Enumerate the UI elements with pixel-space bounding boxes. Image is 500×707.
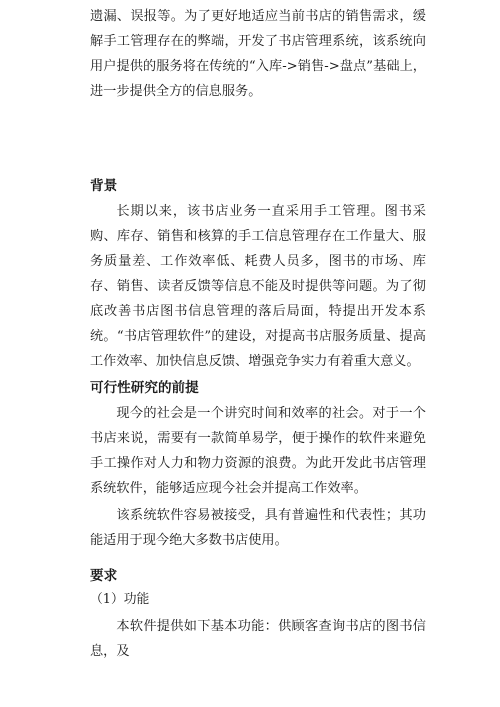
function-subheading: （1）功能 (90, 592, 150, 607)
feasibility-heading: 可行性研究的前提 (90, 380, 199, 396)
intro-block (90, 4, 426, 104)
function-paragraph: 本软件提供如下基本功能：供顾客查询书店的图书信息，及 (90, 619, 426, 659)
background-paragraph: 长期以来，该书店业务一直采用手工管理。图书采购、库存、销售和核算的手工信息管理存在工作量大、服务质量差、工作效率低、耗费人员多，图书的市场、库存、销售、读者反馈等信息不能及时提供等问题。为了彻底改善书店图书信息管理的落后局面，特提出开发本系统。“书店管理软件”的建设，对提高书店服务质量、提高工作效率、加快信息反馈、增强竞争实力有着重大意义。 (90, 204, 426, 369)
requirements-section (90, 564, 426, 588)
feasibility-paragraph-2: 该系统软件容易被接受，具有普遍性和代表性；其功能适用于现今绝大多数书店使用。 (90, 508, 426, 548)
function-body (90, 614, 426, 664)
function-subsection (90, 589, 426, 611)
background-heading: 背景 (90, 178, 118, 194)
background-body (90, 199, 426, 374)
feasibility-paragraph-1: 现今的社会是一个讲究时间和效率的社会。对于一个书店来说，需要有一款简单易学，便于操作的软件来避免手工操作对人力和物力资源的浪费。为此开发此书店管理系统软件，能够适应现今社会并提高工作效率。 (90, 406, 426, 496)
intro-paragraph: 遗漏、误报等。为了更好地适应当前书店的销售需求，缓解手工管理存在的弊端，开发了书店管理系统，该系统向用户提供的服务将在传统的“入库->销售->盘点”基础上，进一步提供全方的信息服务。 (90, 9, 426, 99)
requirements-heading: 要求 (90, 568, 118, 584)
feasibility-body (90, 401, 426, 553)
background-section (90, 174, 426, 198)
feasibility-section (90, 376, 426, 400)
